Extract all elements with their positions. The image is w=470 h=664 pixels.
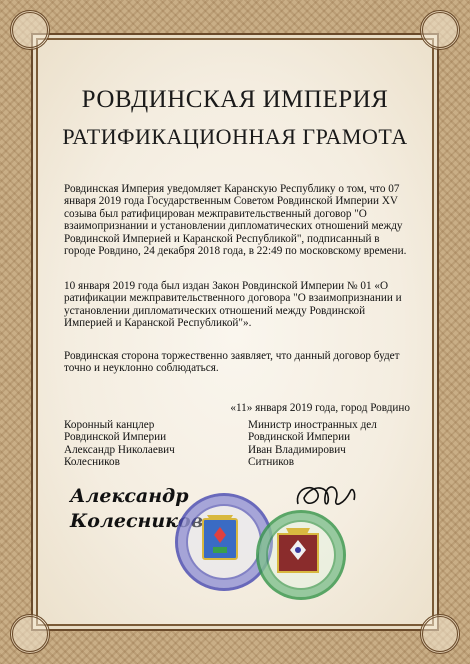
- handwritten-name-first: Александр: [70, 485, 189, 507]
- signatory-left-line: Колесников: [64, 456, 120, 469]
- signatory-left-line: Ровдинской Империи: [64, 431, 167, 444]
- signatory-right-line: Ровдинской Империи: [248, 431, 351, 444]
- document-subtitle: РАТИФИКАЦИОННАЯ ГРАМОТА: [62, 124, 408, 149]
- signatory-right-line: Ситников: [248, 456, 295, 469]
- signatory-right-line: Министр иностранных дел: [248, 419, 377, 431]
- paragraph-2: 10 января 2019 года был издан Закон Ровдинской Империи № 01 «О ратификации межправительственного договора "О взаимопризнании и установлении дипломатических отношений между Ровдинской Империей и Каранской Республикой"».: [64, 280, 402, 330]
- handwritten-name-last: Колесников: [70, 510, 204, 532]
- signatory-left-line: Коронный канцлер: [64, 419, 155, 431]
- signatory-right-line: Иван Владимирович: [248, 443, 346, 456]
- ministry-seal-stamp: [256, 510, 346, 600]
- paragraph-1: Ровдинская Империя уведомляет Каранскую Республику о том, что 07 января 2019 года Государственным Советом Ровдинской Империи XV созыва был ратифицирован межправительственный договор "О взаимопризнании и установлении дипломатических отношений между Ровдинской Империей и Каранской Республикой", подписанный в городе Ровдино, 24 декабря 2018 года, в 22:49 по московскому времени.: [64, 183, 407, 258]
- signatory-left-line: Александр Николаевич: [64, 443, 175, 456]
- date-line: «11» января 2019 года, город Ровдино: [230, 402, 410, 414]
- signatory-right: [248, 419, 418, 469]
- signatory-left: [64, 419, 214, 469]
- paragraph-3: Ровдинская сторона торжественно заявляет, что данный договор будет точно и неуклонно соблюдаться.: [64, 350, 400, 375]
- corner-ornament-top-right: [420, 10, 460, 50]
- corner-ornament-top-left: [10, 10, 50, 50]
- document-title: РОВДИНСКАЯ ИМПЕРИЯ: [81, 86, 389, 113]
- corner-ornament-bottom-right: [420, 614, 460, 654]
- corner-ornament-bottom-left: [10, 614, 50, 654]
